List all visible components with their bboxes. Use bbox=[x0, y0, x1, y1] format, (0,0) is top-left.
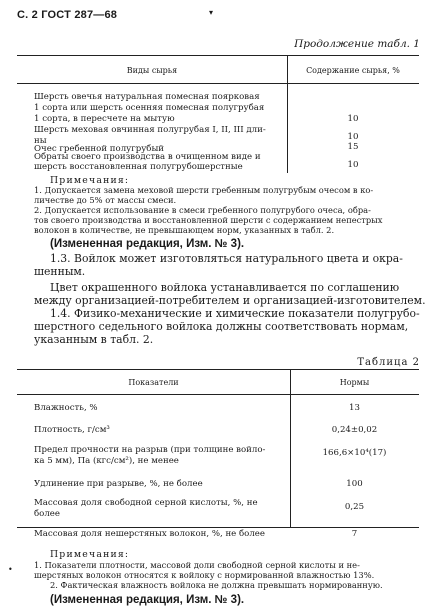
table-1-row-2-line-2: ны bbox=[34, 136, 47, 146]
table-2-row-strength-line-1: Предел прочности на разрыв (при толщине войло- bbox=[34, 445, 266, 455]
notes-1-line-5: волокон в количестве, не превышающем норм, указанных в табл. 2. bbox=[34, 225, 335, 235]
paragraph-1-3-line-1: 1.3. Войлок может изготовляться натурального цвета и окра- bbox=[50, 252, 403, 265]
table-2-row-strength-value: 166,6×10⁴(17) bbox=[322, 448, 387, 458]
table-1-row-2-line-1: Шерсть меховая овчинная полугрубая I, II, III дли- bbox=[34, 125, 266, 135]
table-1-row-2-value: 10 bbox=[347, 132, 359, 142]
table-2-row-moisture-value: 13 bbox=[349, 403, 360, 413]
notes-2-line-1: 1. Показатели плотности, массовой доли свободной серной кислоты и не- bbox=[34, 560, 360, 570]
table-2-row-nonwool: Массовая доля нешерстяных волокон, %, не более bbox=[34, 529, 265, 539]
table-2-header-parameters: Показатели bbox=[128, 378, 179, 387]
table-1-row-1-line-2: 1 сорта или шерсть осенняя помесная полугрубая bbox=[34, 103, 265, 113]
paragraph-1-4-line-2: шерстного седельного войлока должны соответствовать нормам, bbox=[34, 320, 409, 333]
table-2-row-acid-line-2: более bbox=[34, 509, 60, 519]
table-continuation-label: Продолжение табл. 1 bbox=[294, 38, 420, 50]
notes-1-title: Примечания: bbox=[50, 175, 130, 186]
table-1-header-content: Содержание сырья, % bbox=[306, 66, 400, 75]
table-2-row-density: Плотность, г/см³ bbox=[34, 425, 110, 435]
table-2-row-elongation-value: 100 bbox=[346, 479, 363, 489]
table-1-row-3-line-1: Очес гребенной полугрубый bbox=[34, 144, 165, 154]
paragraph-1-4-line-1: 1.4. Физико-механические и химические показатели полугрубо- bbox=[50, 307, 420, 320]
table-1-header-materials: Виды сырья bbox=[126, 66, 178, 75]
table-2-row-strength-line-2: ка 5 мм), Па (кгс/см²), не менее bbox=[34, 456, 179, 466]
notes-1-line-3: 2. Допускается использование в смеси гребенного полугрубого очеса, обра- bbox=[34, 205, 371, 215]
table-2-caption: Таблица 2 bbox=[357, 357, 420, 368]
table-1-row-1-line-3: 1 сорта, в пересчете на мытую bbox=[34, 114, 175, 124]
table-1-row-3-value: 15 bbox=[347, 142, 359, 152]
page-header: С. 2 ГОСТ 287—68 bbox=[17, 9, 118, 21]
paragraph-color-line-1: Цвет окрашенного войлока устанавливается по соглашению bbox=[50, 281, 400, 294]
print-mark: ▾ bbox=[209, 8, 214, 17]
table-2-header-norms: Нормы bbox=[339, 378, 370, 387]
table-2-row-nonwool-value: 7 bbox=[351, 529, 358, 539]
table-2-row-moisture: Влажность, % bbox=[34, 403, 98, 413]
paragraph-1-3-line-2: шенным. bbox=[34, 265, 86, 278]
notes-2-line-2: шерстяных волокон относятся к войлоку с нормированной влажностью 13%. bbox=[34, 570, 375, 580]
amendment-note-2: (Измененная редакция, Изм. № 3). bbox=[50, 594, 245, 606]
table-1-row-1-value: 10 bbox=[347, 114, 359, 124]
paragraph-color-line-2: между организацией-потребителем и организацией-изготовителем. bbox=[34, 294, 426, 307]
notes-1-line-1: 1. Допускается замена меховой шерсти гребенным полугрубым очесом в ко- bbox=[34, 185, 374, 195]
table-2-row-elongation: Удлинение при разрыве, %, не более bbox=[34, 479, 203, 489]
notes-2-line-3: 2. Фактическая влажность войлока не должна превышать нормированную. bbox=[50, 580, 383, 590]
notes-1-line-4: тов своего производства и восстановленной шерсти с содержанием непестрых bbox=[34, 215, 383, 225]
paragraph-1-4-line-3: указанным в табл. 2. bbox=[34, 333, 154, 346]
margin-mark: • bbox=[8, 565, 13, 574]
table-1-row-4-line-1: Обраты своего производства в очищенном виде и bbox=[34, 152, 261, 162]
amendment-note-1: (Измененная редакция, Изм. № 3). bbox=[50, 238, 245, 250]
table-2-row-density-value: 0,24±0,02 bbox=[331, 425, 378, 435]
table-1-row-4-value: 10 bbox=[347, 160, 359, 170]
table-2-row-acid-line-1: Массовая доля свободной серной кислоты, %, не bbox=[34, 498, 258, 508]
table-1-row-4-line-2: шерсть восстановленная полугрубошерстные bbox=[34, 162, 243, 172]
notes-1-line-2: личестве до 5% от массы смеси. bbox=[34, 195, 177, 205]
notes-2-title: Примечания: bbox=[50, 549, 130, 560]
table-2-row-acid-value: 0,25 bbox=[344, 502, 365, 512]
table-1-row-1-line-1: Шерсть овечья натуральная помесная поярковая bbox=[34, 92, 260, 102]
